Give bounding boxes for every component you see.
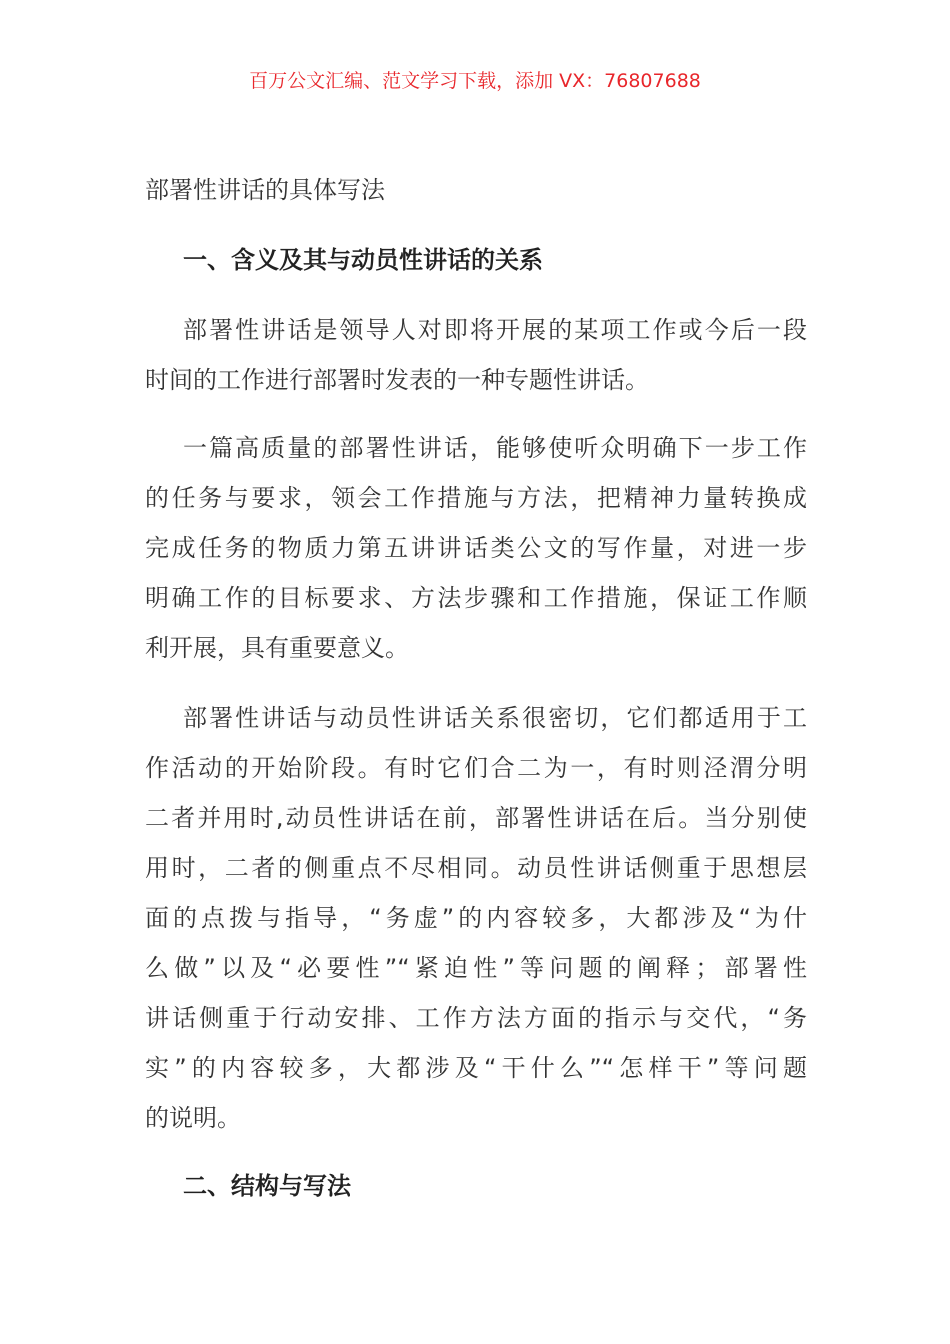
text-line: 的说明。 xyxy=(145,1104,241,1132)
text-line: 面的点拨与指导，“务虚”的内容较多，大都涉及“为什 xyxy=(145,904,807,932)
section-heading-2: 二、结构与写法 xyxy=(183,1172,351,1200)
text-line: 时间的工作进行部署时发表的一种专题性讲话。 xyxy=(145,366,649,394)
section-heading-1: 一、含义及其与动员性讲话的关系 xyxy=(183,246,543,274)
text-line: 实”的内容较多，大都涉及“干什么”“怎样干”等问题 xyxy=(145,1054,807,1082)
paragraph-1 xyxy=(145,305,807,405)
watermark-header: 百万公文汇编、范文学习下载，添加 VX：76807688 xyxy=(249,70,701,92)
text-line: 二者并用时,动员性讲话在前，部署性讲话在后。当分别使 xyxy=(145,804,807,832)
paragraph-3 xyxy=(145,693,807,1143)
text-line: 部署性讲话是领导人对即将开展的某项工作或今后一段 xyxy=(183,316,807,344)
paragraph-2 xyxy=(145,423,807,673)
text-line: 利开展，具有重要意义。 xyxy=(145,634,409,662)
text-line: 明确工作的目标要求、方法步骤和工作措施，保证工作顺 xyxy=(145,584,807,612)
text-line: 么做”以及“必要性”“紧迫性”等问题的阐释；部署性 xyxy=(145,954,807,982)
text-line: 用时，二者的侧重点不尽相同。动员性讲话侧重于思想层 xyxy=(145,854,807,882)
text-line: 作活动的开始阶段。有时它们合二为一，有时则泾渭分明 xyxy=(145,754,807,782)
text-line: 讲话侧重于行动安排、工作方法方面的指示与交代，“务 xyxy=(145,1004,807,1032)
document-title: 部署性讲话的具体写法 xyxy=(145,176,385,204)
text-line: 的任务与要求，领会工作措施与方法，把精神力量转换成 xyxy=(145,484,807,512)
text-line: 部署性讲话与动员性讲话关系很密切，它们都适用于工 xyxy=(183,704,807,732)
text-line: 完成任务的物质力第五讲讲话类公文的写作量，对进一步 xyxy=(145,534,807,562)
text-line: 一篇高质量的部署性讲话，能够使听众明确下一步工作 xyxy=(183,434,807,462)
